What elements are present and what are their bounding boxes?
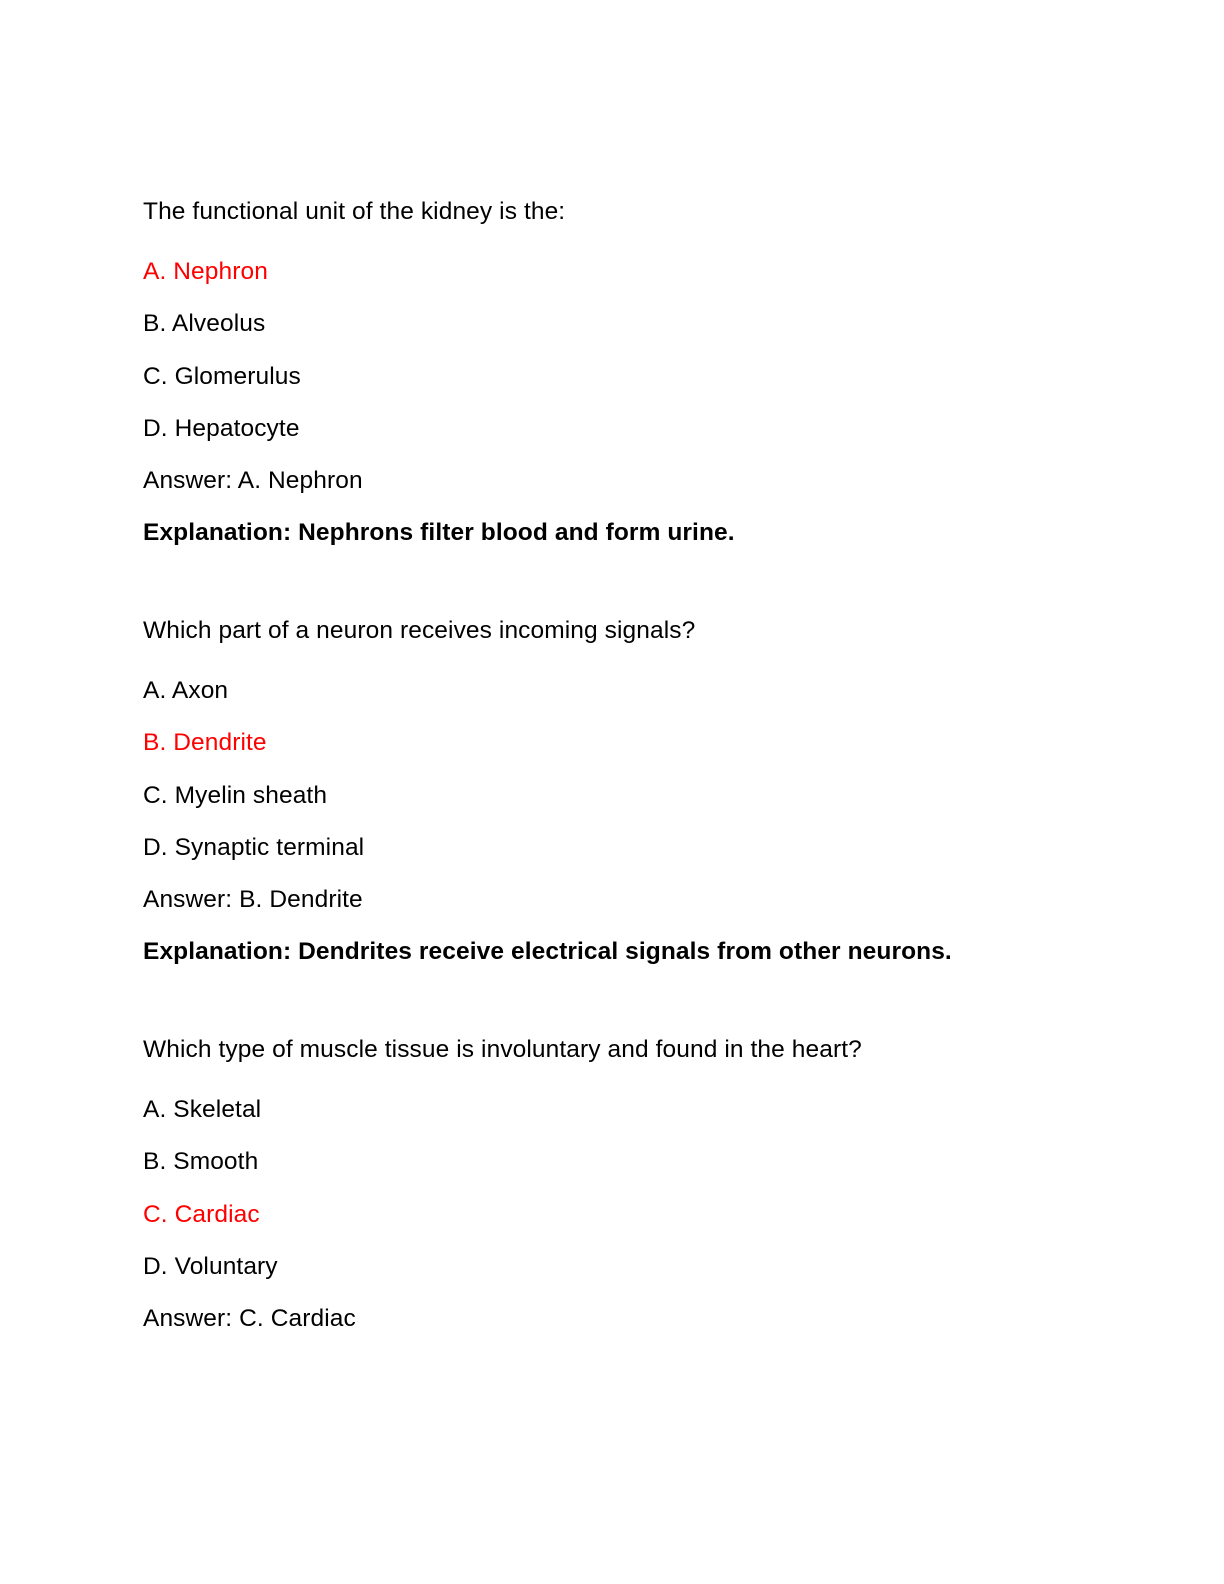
answer-text: Answer: A. Nephron: [143, 467, 363, 495]
option-c: C. Myelin sheath: [143, 781, 328, 809]
option-b: B. Dendrite: [143, 729, 267, 757]
option-c: C. Glomerulus: [143, 362, 301, 390]
option-a: A. Skeletal: [143, 1096, 262, 1123]
question-block: [143, 194, 1103, 560]
question-text: Which type of muscle tissue is involuntary and found in the heart?: [143, 1036, 862, 1063]
question-block: [143, 613, 1103, 979]
option-d: D. Voluntary: [143, 1252, 278, 1280]
option-a: A. Nephron: [143, 258, 268, 285]
option-c: C. Cardiac: [143, 1200, 260, 1228]
option-a: A. Axon: [143, 677, 229, 704]
question-block: [143, 1032, 1103, 1345]
question-text: The functional unit of the kidney is the:: [143, 198, 566, 225]
answer-text: Answer: C. Cardiac: [143, 1305, 356, 1333]
option-b: B. Alveolus: [143, 310, 266, 338]
option-b: B. Smooth: [143, 1148, 259, 1176]
explanation-text: Explanation: Dendrites receive electrical signals from other neurons.: [143, 938, 952, 966]
explanation-text: Explanation: Nephrons filter blood and form urine.: [143, 519, 735, 547]
option-d: D. Synaptic terminal: [143, 833, 365, 861]
answer-text: Answer: B. Dendrite: [143, 886, 363, 914]
option-d: D. Hepatocyte: [143, 414, 300, 442]
question-text: Which part of a neuron receives incoming signals?: [143, 617, 696, 644]
